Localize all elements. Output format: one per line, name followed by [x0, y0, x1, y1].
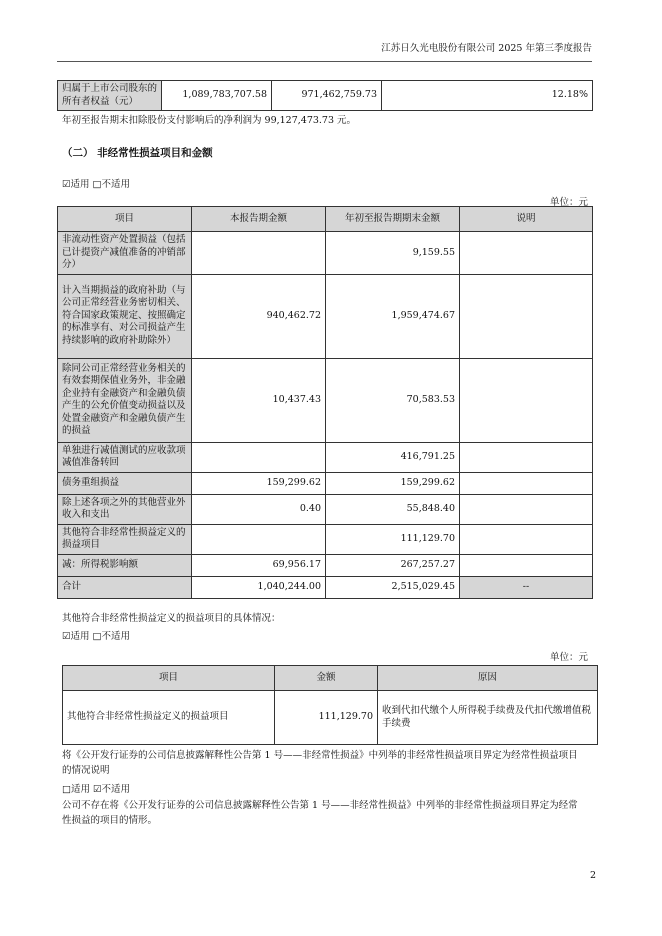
equity-change: 12.18% [382, 81, 593, 111]
header-note: 说明 [460, 207, 593, 232]
table-row [58, 524, 593, 554]
table-row [58, 472, 593, 494]
row-ytd: 159,299.62 [326, 472, 460, 494]
row-ytd: 1,959,474.67 [326, 274, 460, 358]
row-item: 除同公司正常经营业务相关的有效套期保值业务外，非金融企业持有金融资产和金融负债产生的公允价值变动损益以及处置金融资产和金融负债产生的损益 [58, 358, 192, 442]
row-item: 计入当期损益的政府补助（与公司正常经营业务密切相关、符合国家政策规定、按照确定的标准享有、对公司损益产生持续影响的政府补助除外） [58, 274, 192, 358]
other-items-table [62, 665, 598, 745]
header-item: 项目 [63, 666, 275, 691]
equity-label: 归属于上市公司股东的所有者权益（元） [58, 81, 162, 111]
row-item: 单独进行减值测试的应收款项减值准备转回 [58, 442, 192, 472]
row-reason: 收到代扣代缴个人所得税手续费及代扣代缴增值税手续费 [378, 691, 598, 745]
row-amount: 111,129.70 [275, 691, 378, 745]
row-current: 940,462.72 [192, 274, 326, 358]
header-item: 项目 [58, 207, 192, 232]
row-current [192, 232, 326, 275]
row-current: 10,437.43 [192, 358, 326, 442]
statement-text: 公司不存在将《公开发行证券的公司信息披露解释性公告第 1 号——非经常性损益》中列举的非经常性损益项目界定为经常性损益的项目的情形。 [62, 800, 578, 826]
row-note [460, 472, 593, 494]
row-item: 其他符合非经常性损益定义的损益项目 [63, 691, 275, 745]
header-ytd: 年初至报告期期末金额 [326, 207, 460, 232]
nonrecurring-table [57, 206, 593, 599]
header-reason: 原因 [378, 666, 598, 691]
table-row [58, 232, 593, 275]
table-row [58, 554, 593, 576]
table-row [58, 358, 593, 442]
unit-label-1: 单位：元 [549, 197, 588, 208]
table-row [63, 691, 598, 745]
table-row [58, 494, 593, 524]
row-note [460, 554, 593, 576]
row-item: 债务重组损益 [58, 472, 192, 494]
row-ytd: 267,257.27 [326, 554, 460, 576]
row-current: 159,299.62 [192, 472, 326, 494]
equity-prior: 971,462,759.73 [272, 81, 382, 111]
row-item: 其他符合非经常性损益定义的损益项目 [58, 524, 192, 554]
table-row [58, 442, 593, 472]
row-item: 合计 [58, 576, 192, 598]
header-amount: 金额 [275, 666, 378, 691]
row-ytd: 2,515,029.45 [326, 576, 460, 598]
row-item: 减：所得税影响额 [58, 554, 192, 576]
other-items-note: 其他符合非经常性损益定义的损益项目的具体情况： [62, 613, 281, 624]
table-header-row [63, 666, 598, 691]
table-row [58, 81, 593, 111]
row-ytd: 70,583.53 [326, 358, 460, 442]
row-ytd: 55,848.40 [326, 494, 460, 524]
row-note [460, 274, 593, 358]
table-total-row [58, 576, 593, 598]
row-current: 1,040,244.00 [192, 576, 326, 598]
document-header: 江苏日久光电股份有限公司 2025 年第三季度报告 [381, 43, 592, 54]
page-number: 2 [589, 870, 596, 881]
unit-label-2: 单位：元 [549, 652, 588, 663]
equity-current: 1,089,783,707.58 [162, 81, 272, 111]
row-ytd: 111,129.70 [326, 524, 460, 554]
row-current: 69,956.17 [192, 554, 326, 576]
row-note [460, 232, 593, 275]
applicable-checkbox-2: ☑适用 □不适用 [62, 631, 131, 642]
row-ytd: 416,791.25 [326, 442, 460, 472]
table-header-row [58, 207, 593, 232]
equity-table [57, 80, 593, 111]
row-current [192, 524, 326, 554]
section-title: （二） 非经常性损益项目和金额 [62, 147, 213, 159]
row-item: 除上述各项之外的其他营业外收入和支出 [58, 494, 192, 524]
row-current: 0.40 [192, 494, 326, 524]
header-current: 本报告期金额 [192, 207, 326, 232]
row-note [460, 524, 593, 554]
applicable-checkbox-1: ☑适用 □不适用 [62, 179, 131, 190]
header-divider [57, 61, 592, 62]
row-note [460, 442, 593, 472]
applicable-checkbox-3: □适用 ☑不适用 [62, 784, 131, 795]
row-note: -- [460, 576, 593, 598]
table-row [58, 274, 593, 358]
row-note [460, 494, 593, 524]
net-profit-note: 年初至报告期末扣除股份支付影响后的净利润为 99,127,473.73 元。 [62, 115, 357, 126]
classification-note: 将《公开发行证券的公司信息披露解释性公告第 1 号——非经常性损益》中列举的非经常性损益项目界定为经常性损益项目的情况说明 [62, 750, 578, 776]
row-note [460, 358, 593, 442]
row-item: 非流动性资产处置损益（包括已计提资产减值准备的冲销部分） [58, 232, 192, 275]
row-ytd: 9,159.55 [326, 232, 460, 275]
row-current [192, 442, 326, 472]
